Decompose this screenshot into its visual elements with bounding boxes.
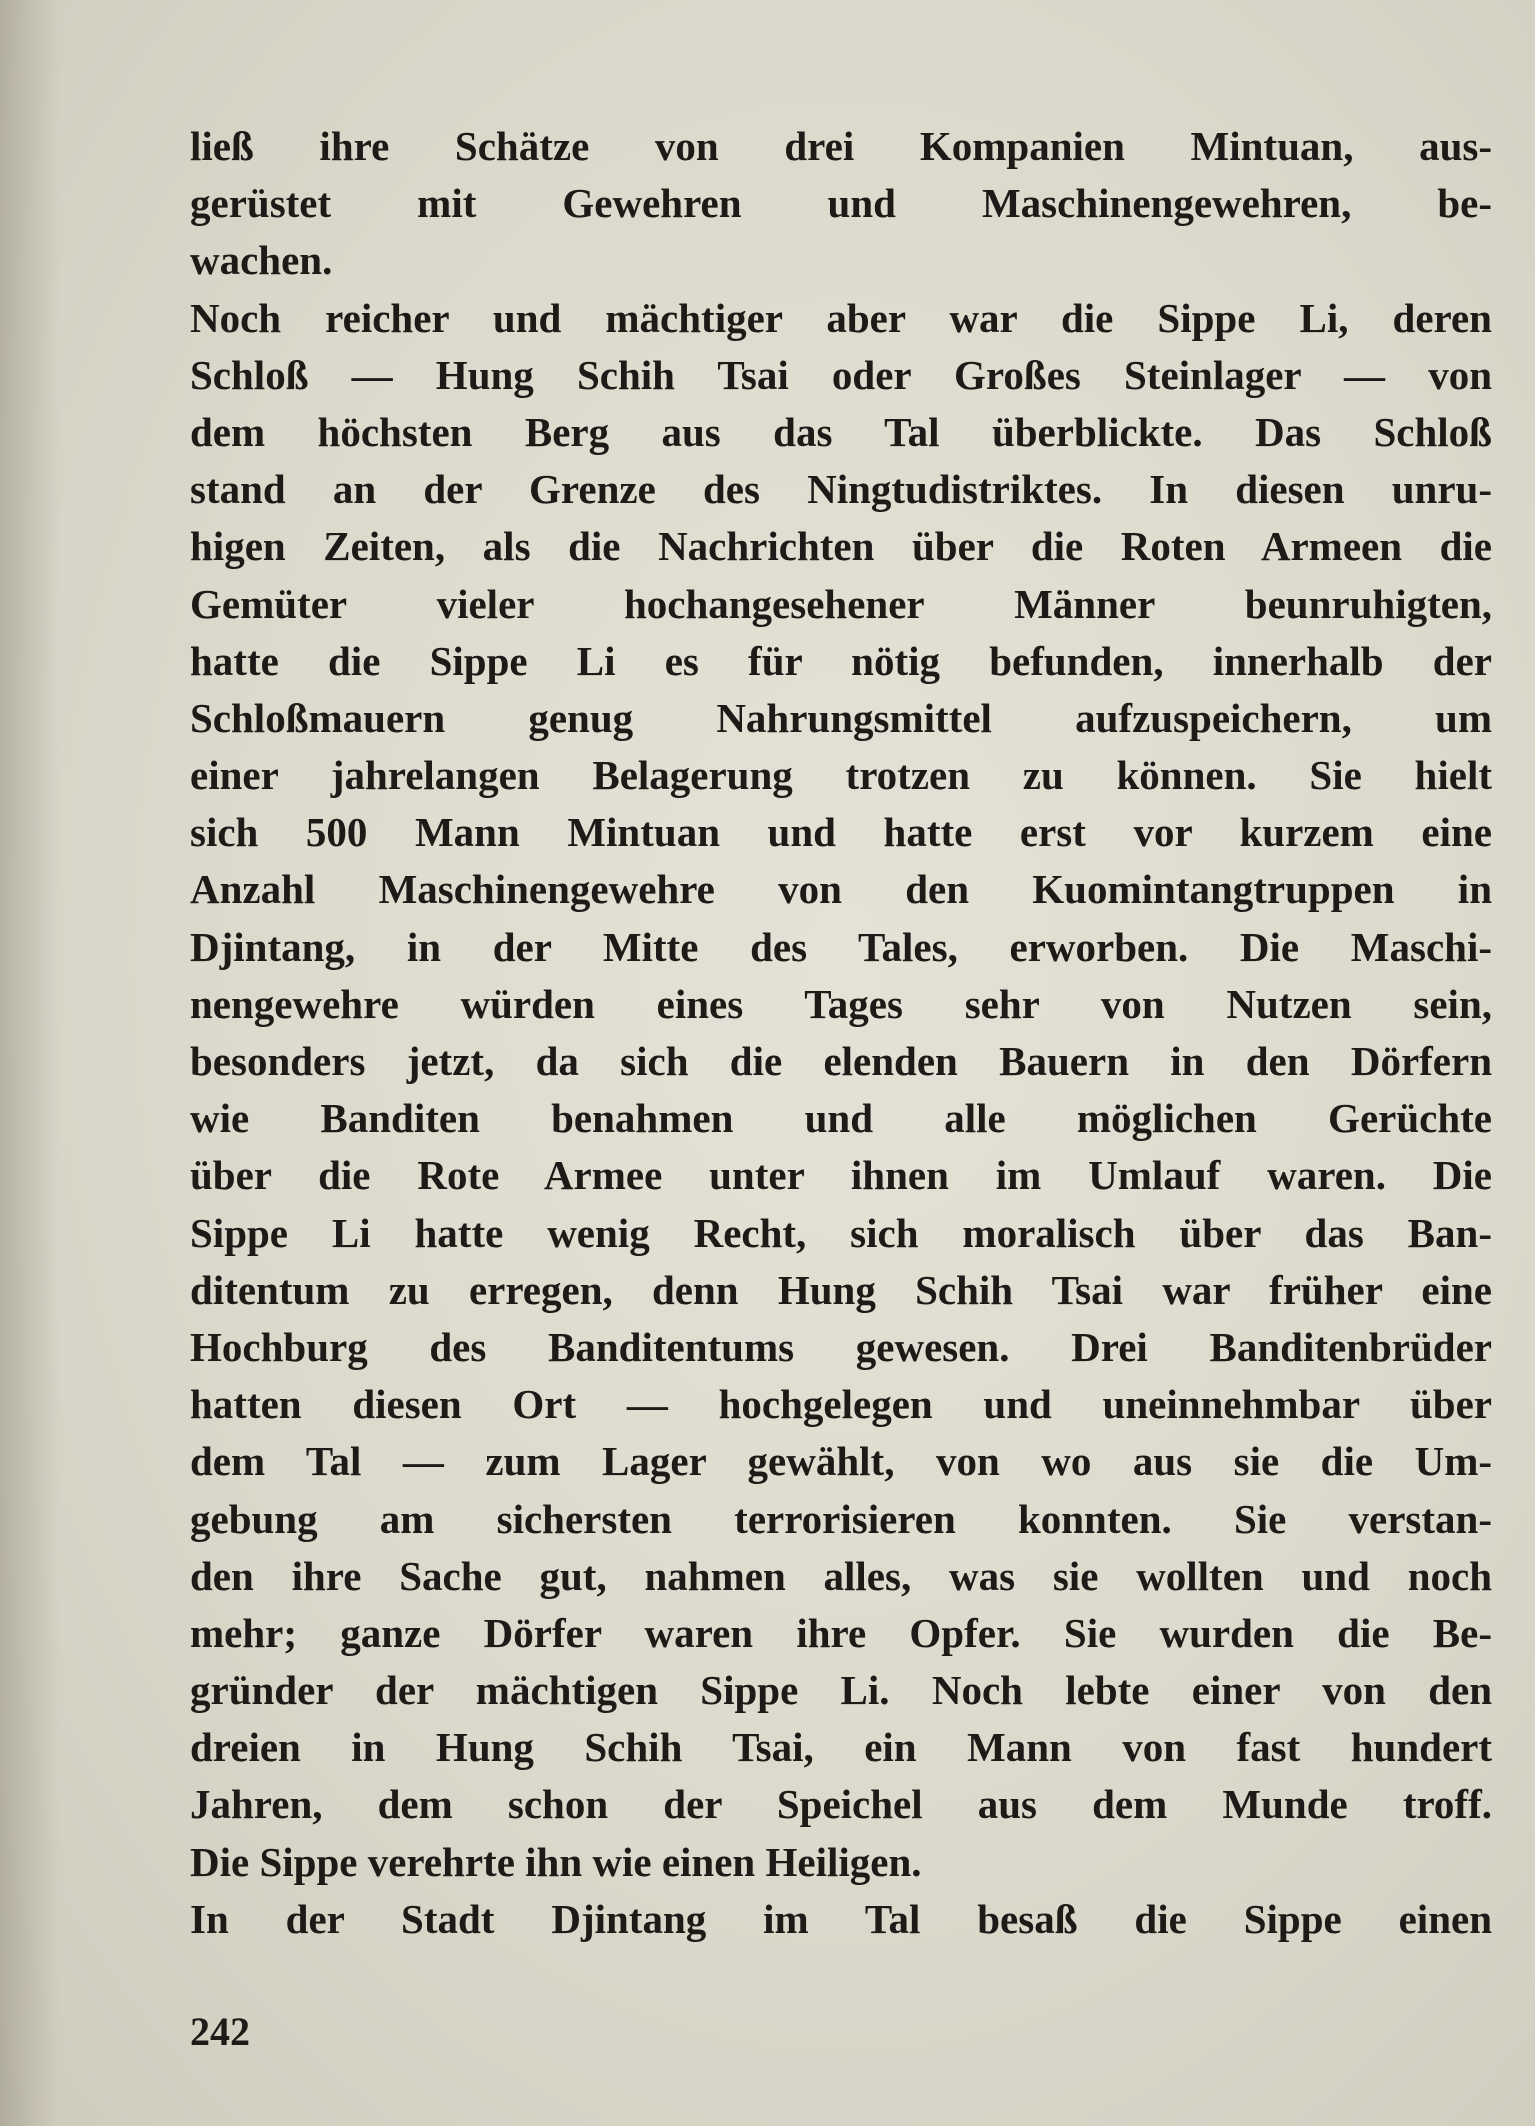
text-line-29: dreien in Hung Schih Tsai, ein Mann von fast hundert (190, 1724, 1492, 1771)
text-line-19: über die Rote Armee unter ihnen im Umlauf waren. Die (190, 1152, 1492, 1199)
text-line-24: dem Tal — zum Lager gewählt, von wo aus sie die Um- (190, 1438, 1492, 1485)
text-line-3: wachen. (190, 237, 333, 284)
text-line-18: wie Banditen benahmen und alle möglichen Gerüchte (190, 1095, 1492, 1142)
text-line-10: hatte die Sippe Li es für nötig befunden, innerhalb der (190, 637, 1492, 684)
page-number: 242 (190, 2009, 250, 2054)
text-line-27: mehr; ganze Dörfer waren ihre Opfer. Sie wurden die Be- (190, 1609, 1492, 1656)
text-line-4: Noch reicher und mächtiger aber war die Sippe Li, deren (190, 294, 1492, 341)
text-line-21: ditentum zu erregen, denn Hung Schih Tsai war früher eine (190, 1266, 1492, 1313)
text-line-7: stand an der Grenze des Ningtudistriktes. In diesen unru- (190, 466, 1492, 513)
text-line-15: Djintang, in der Mitte des Tales, erworben. Die Maschi- (190, 923, 1492, 970)
text-line-25: gebung am sichersten terrorisieren konnten. Sie verstan- (190, 1495, 1492, 1542)
text-line-17: besonders jetzt, da sich die elenden Bauern in den Dörfern (190, 1038, 1492, 1084)
body-text (190, 118, 1492, 1948)
text-line-5: Schloß — Hung Schih Tsai oder Großes Steinlager — von (190, 351, 1492, 398)
text-line-1: ließ ihre Schätze von drei Kompanien Mintuan, aus- (190, 123, 1492, 169)
text-line-31: Die Sippe verehrte ihn wie einen Heiligen. (190, 1838, 922, 1885)
text-line-20: Sippe Li hatte wenig Recht, sich moralisch über das Ban- (190, 1209, 1492, 1256)
text-line-8: higen Zeiten, als die Nachrichten über die Roten Armeen die (190, 523, 1492, 570)
text-line-11: Schloßmauern genug Nahrungsmittel aufzuspeichern, um (190, 694, 1492, 741)
text-line-13: sich 500 Mann Mintuan und hatte erst vor kurzem eine (190, 809, 1492, 856)
text-line-16: nengewehre würden eines Tages sehr von Nutzen sein, (190, 980, 1492, 1027)
text-line-6: dem höchsten Berg aus das Tal überblickte. Das Schloß (190, 408, 1492, 455)
text-line-9: Gemüter vieler hochangesehener Männer beunruhigten, (190, 580, 1492, 627)
text-line-2: gerüstet mit Gewehren und Maschinengewehren, be- (190, 180, 1492, 227)
text-line-22: Hochburg des Banditentums gewesen. Drei Banditenbrüder (190, 1323, 1492, 1370)
text-line-26: den ihre Sache gut, nahmen alles, was sie wollten und noch (190, 1552, 1492, 1599)
text-line-23: hatten diesen Ort — hochgelegen und uneinnehmbar über (190, 1381, 1492, 1428)
text-line-12: einer jahrelangen Belagerung trotzen zu können. Sie hielt (190, 752, 1492, 799)
text-line-28: gründer der mächtigen Sippe Li. Noch lebte einer von den (190, 1667, 1492, 1714)
text-line-32: In der Stadt Djintang im Tal besaß die Sippe einen (190, 1895, 1492, 1942)
text-line-30: Jahren, dem schon der Speichel aus dem Munde troff. (190, 1781, 1492, 1828)
text-line-14: Anzahl Maschinengewehre von den Kuomintangtruppen in (190, 866, 1492, 913)
